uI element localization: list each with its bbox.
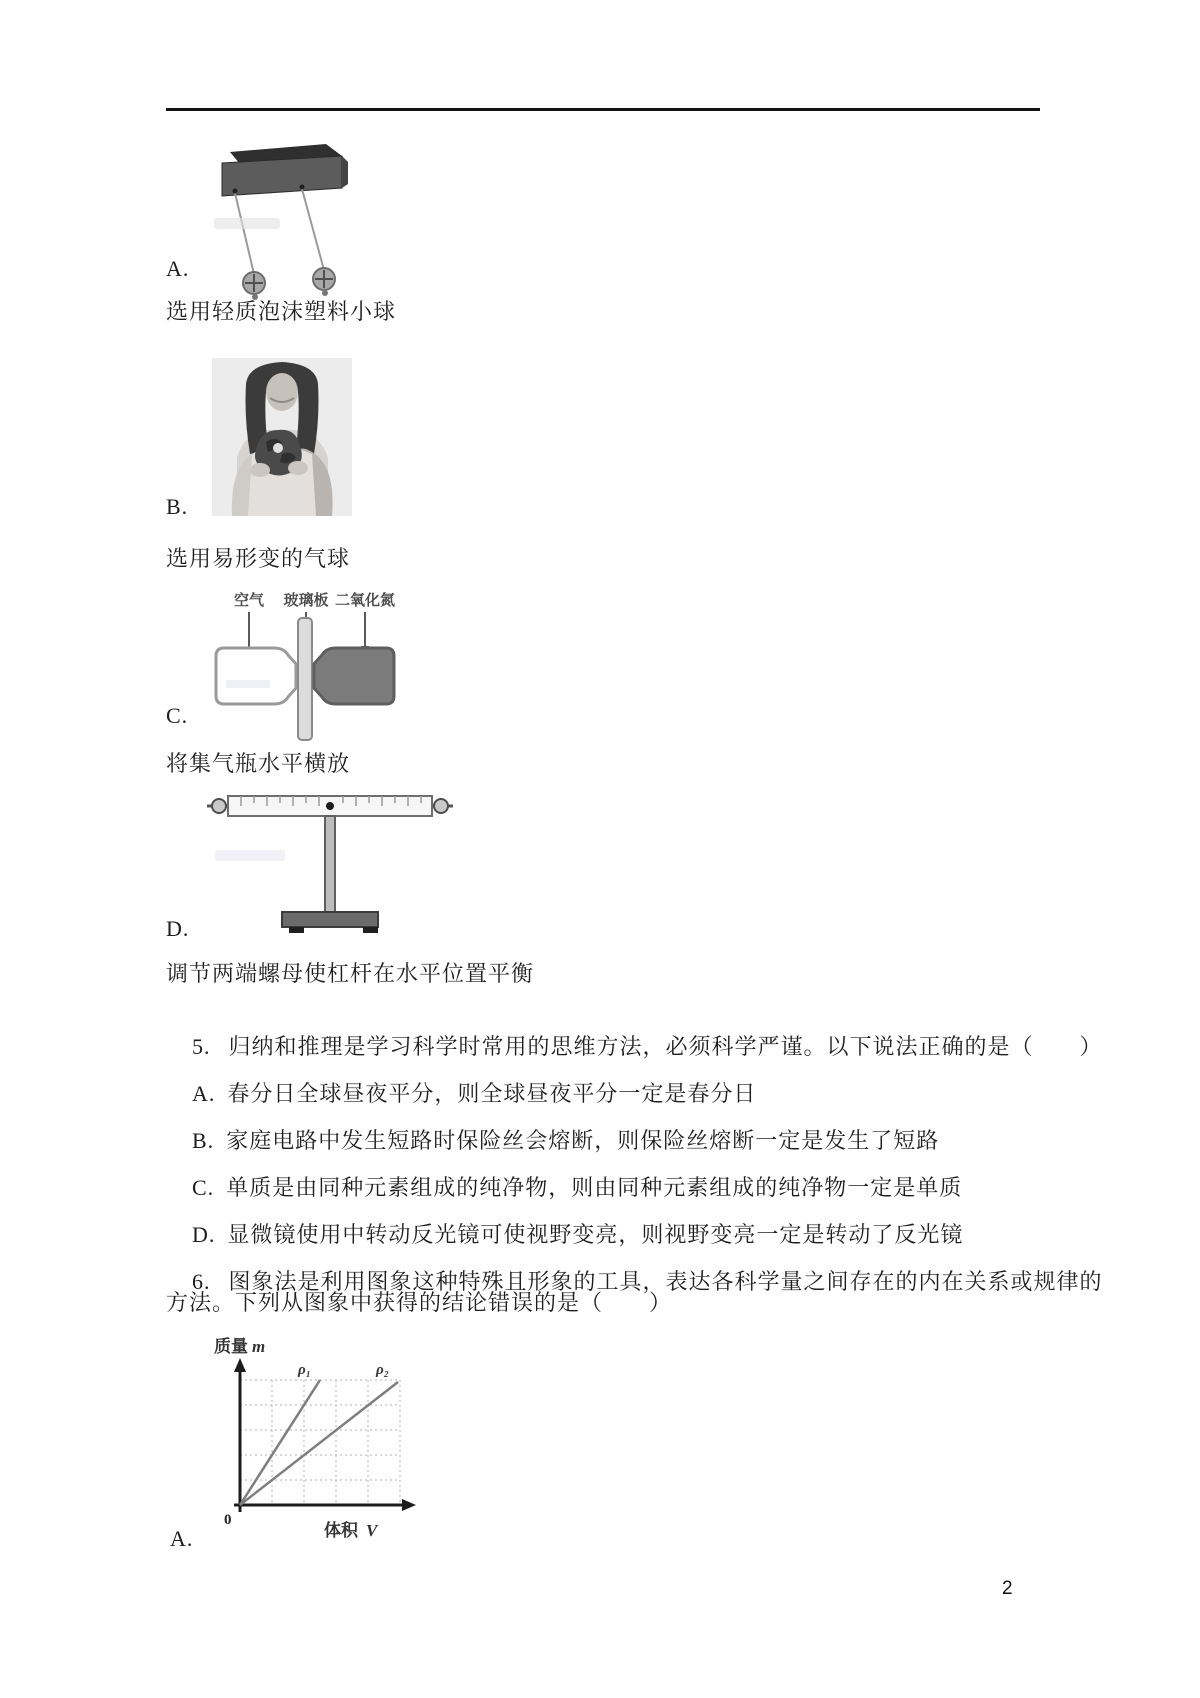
svg-text:质量: 质量 — [214, 1337, 248, 1356]
air-jar — [216, 648, 296, 704]
x-axis-label — [324, 1520, 379, 1540]
ruler-beam — [228, 796, 432, 816]
q4-option-d-caption: 调节两端螺母使杠杆在水平位置平衡 — [166, 961, 535, 986]
q4-option-c-caption: 将集气瓶水平横放 — [166, 751, 351, 776]
foam-ball-left — [243, 272, 265, 300]
glass-plate-label: 玻璃板 — [283, 593, 329, 609]
lever-balance-figure — [205, 788, 455, 940]
svg-text:体积: 体积 — [324, 1521, 358, 1540]
air-label: 空气 — [233, 593, 265, 609]
attachment-dot — [300, 185, 305, 190]
gas-jars-figure — [208, 588, 408, 748]
q6-number: 6. — [192, 1269, 211, 1294]
origin-label: 0 — [224, 1512, 232, 1528]
no2-label: 二氧化氮 — [334, 593, 396, 609]
q4-option-a-letter: A. — [166, 256, 190, 281]
density-line-2 — [240, 1382, 398, 1505]
q4-option-c-letter: C. — [166, 703, 189, 728]
page-number: 2 — [1002, 1578, 1013, 1599]
q5-number: 5. — [192, 1034, 211, 1059]
mass-volume-graph — [196, 1336, 431, 1548]
no2-jar — [314, 648, 394, 704]
svg-text:m: m — [252, 1337, 266, 1356]
q6-stem-text1: 图象法是利用图象这种特殊且形象的工具，表达各科学量之间存在的内在关系或规律的 — [228, 1269, 1103, 1294]
q6-stem-line2: 方法。下列从图象中获得的结论错误的是（ ） — [166, 1290, 673, 1315]
q4-option-d-letter: D. — [166, 916, 190, 941]
q4-option-a-caption: 选用轻质泡沫塑料小球 — [166, 299, 397, 324]
rho1-label: ρ₁ — [298, 1362, 311, 1378]
y-axis-label — [214, 1336, 265, 1356]
wood-block — [222, 144, 348, 196]
hanging-foam-balls-figure — [198, 138, 348, 306]
girl-squeezing-balloon-photo — [212, 358, 352, 516]
q5-option-b: B. 家庭电路中发生短路时保险丝会熔断，则保险丝熔断一定是发生了短路 — [192, 1128, 940, 1153]
glass-plate — [298, 618, 312, 740]
q4-option-b-caption: 选用易形变的气球 — [166, 546, 351, 571]
right-hand — [288, 461, 308, 475]
foam-ball-right — [313, 268, 335, 296]
header-rule — [166, 108, 1040, 111]
q5-option-c: C. 单质是由同种元素组成的纯净物，则由同种元素组成的纯净物一定是单质 — [192, 1175, 963, 1200]
y-axis-arrow — [234, 1358, 246, 1372]
stand-base — [282, 912, 378, 933]
q4-option-b-letter: B. — [166, 494, 189, 519]
x-axis-arrow — [402, 1499, 416, 1511]
q5-option-d: D. 显微镜使用中转动反光镜可使视野变亮，则视野变亮一定是转动了反光镜 — [192, 1222, 964, 1247]
stand-column — [325, 816, 335, 912]
rho2-label: ρ₂ — [376, 1362, 389, 1378]
density-line-1 — [240, 1380, 320, 1505]
scan-artifact — [214, 218, 280, 229]
pivot-dot — [326, 802, 334, 810]
q5-option-a: A. 春分日全球昼夜平分，则全球昼夜平分一定是春分日 — [192, 1081, 757, 1106]
q5-stem-text: 归纳和推理是学习科学时常用的思维方法，必须科学严谨。以下说法正确的是（ ） — [228, 1034, 1103, 1059]
scan-artifact — [215, 850, 285, 861]
q6-option-a-letter: A. — [170, 1526, 194, 1551]
strings — [235, 189, 324, 274]
face — [266, 373, 298, 411]
svg-text:V: V — [366, 1521, 378, 1540]
left-hand — [250, 463, 270, 477]
attachment-dot — [233, 189, 238, 194]
